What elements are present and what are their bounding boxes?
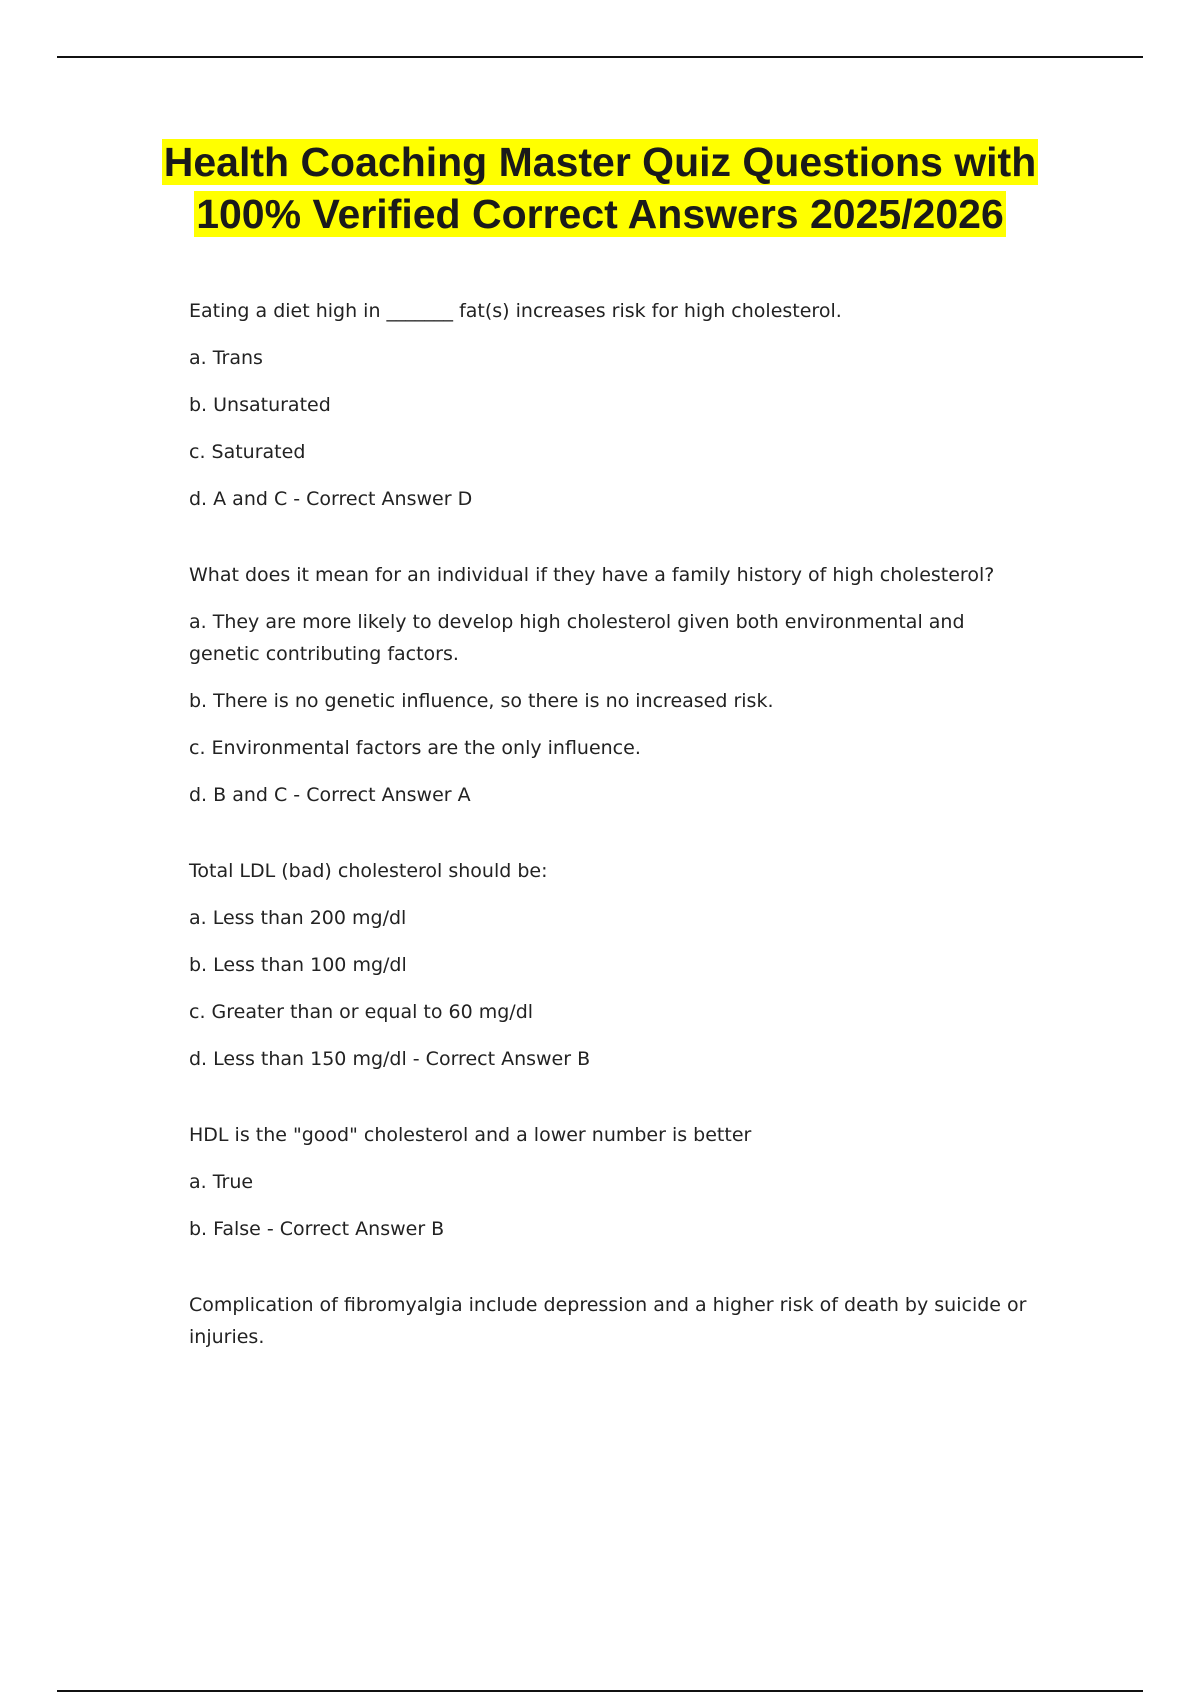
answer-option: a. Trans <box>189 347 263 369</box>
question-prompt: What does it mean for an individual if they have a family history of high cholesterol? <box>189 564 995 586</box>
answer-option: a. True <box>189 1171 254 1193</box>
answer-option: d. Less than 150 mg/dl - Correct Answer B <box>189 1048 591 1070</box>
answer-option: b. Less than 100 mg/dl <box>189 954 407 976</box>
answer-option: d. A and C - Correct Answer D <box>189 488 473 510</box>
question-block <box>189 1289 1029 1353</box>
answer-option: b. Unsaturated <box>189 394 331 416</box>
answer-option: c. Environmental factors are the only influence. <box>189 737 641 759</box>
question-block <box>189 1119 1029 1245</box>
top-rule <box>57 56 1143 58</box>
question-block <box>189 559 1029 811</box>
answer-option: a. They are more likely to develop high cholesterol given both environmental and genetic contributing factors. <box>189 611 965 665</box>
answer-option: c. Saturated <box>189 441 306 463</box>
question-prompt: HDL is the "good" cholesterol and a lower number is better <box>189 1124 752 1146</box>
answer-option: a. Less than 200 mg/dl <box>189 907 407 929</box>
answer-option: d. B and C - Correct Answer A <box>189 784 471 806</box>
title-highlight: Health Coaching Master Quiz Questions with 100% Verified Correct Answers 2025/2026 <box>163 139 1037 237</box>
title-block <box>150 136 1050 240</box>
answer-option: c. Greater than or equal to 60 mg/dl <box>189 1001 534 1023</box>
question-block <box>189 855 1029 1075</box>
answer-option: b. There is no genetic influence, so there is no increased risk. <box>189 690 774 712</box>
question-prompt: Eating a diet high in _______ fat(s) increases risk for high cholesterol. <box>189 300 842 322</box>
bottom-rule <box>57 1690 1143 1692</box>
answer-option: b. False - Correct Answer B <box>189 1218 445 1240</box>
document-title <box>150 136 1050 240</box>
question-prompt: Total LDL (bad) cholesterol should be: <box>189 860 548 882</box>
quiz-content <box>189 295 1029 1368</box>
question-block <box>189 295 1029 515</box>
question-prompt: Complication of fibromyalgia include depression and a higher risk of death by suicide or injuries. <box>189 1294 1027 1348</box>
